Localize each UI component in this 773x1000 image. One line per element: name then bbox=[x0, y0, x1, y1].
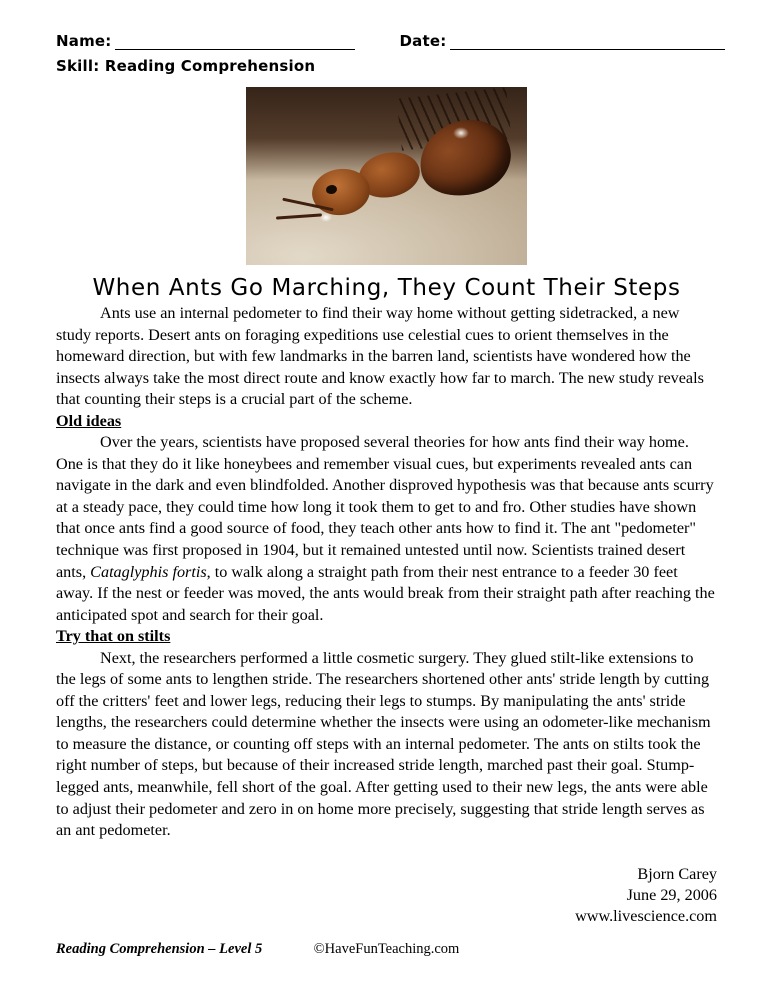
byline-author: Bjorn Carey bbox=[637, 864, 717, 883]
date-field[interactable] bbox=[399, 32, 725, 50]
date-label: Date: bbox=[399, 32, 447, 50]
subheading-old-ideas: Old ideas bbox=[56, 411, 122, 430]
article-image-container bbox=[56, 87, 717, 265]
article-body bbox=[56, 303, 717, 842]
photo-highlight-1 bbox=[453, 127, 469, 139]
skill-value: Reading Comprehension bbox=[104, 57, 316, 75]
page-footer bbox=[56, 941, 717, 958]
student-info-row bbox=[56, 32, 717, 50]
paragraph-1: Ants use an internal pedometer to find their way home without getting sidetracked, a new study reports. Desert ants on foraging expeditions use celestial cues to orient themselves in the homeward direction, but with few landmarks in the barren land, scientists have wondered how the insects always take the most direct route and know exactly how far to march. The new study reveals that counting their steps is a crucial part of the scheme. bbox=[56, 304, 704, 409]
footer-level: Reading Comprehension – Level 5 bbox=[56, 941, 263, 957]
subheading-try-that-on-stilts: Try that on stilts bbox=[56, 627, 171, 646]
page-title: When Ants Go Marching, They Count Their Steps bbox=[92, 275, 681, 301]
footer-copyright: ©HaveFunTeaching.com bbox=[313, 941, 460, 957]
byline-source: www.livescience.com bbox=[575, 906, 717, 925]
name-blank-line[interactable] bbox=[115, 34, 355, 50]
byline-date: June 29, 2006 bbox=[626, 885, 717, 904]
date-blank-line[interactable] bbox=[450, 34, 725, 50]
name-label: Name: bbox=[56, 32, 112, 50]
skill-label: Skill: bbox=[56, 57, 100, 75]
photo-highlight-2 bbox=[320, 213, 332, 222]
paragraph-2-part-2: , to walk along a straight path from their nest entrance to a feeder 30 feet away. If the nest or feeder was moved, the ants would break from their straight path after reaching the anticipated spot and search for their goal. bbox=[56, 562, 715, 624]
species-name: Cataglyphis fortis bbox=[90, 562, 207, 581]
byline bbox=[56, 864, 717, 927]
paragraph-3: Next, the researchers performed a little cosmetic surgery. They glued stilt-like extensions to the legs of some ants to lengthen stride. The researchers shortened other ants' stride length by cutting off the critters' feet and lower legs, reducing their legs to stumps. By manipulating the ants' stride lengths, the researchers could determine whether the insects were using an odometer-like mechanism to measure the distance, or counting off steps with an internal pedometer. The ants on stilts took the right number of steps, but because of their increased stride length, marched past their goal. Stump-legged ants, meanwhile, fell short of the goal. After getting used to their new legs, the ants were able to adjust their pedometer and zero in on home more precisely, suggesting that stride length serves as an ant pedometer. bbox=[56, 648, 711, 840]
ant-photo bbox=[246, 87, 527, 265]
paragraph-2-part-1: Over the years, scientists have proposed several theories for how ants find their way home. One is that they do it like honeybees and remember visual cues, but experiments revealed ants can navigate in the dark and even blindfolded. Another disproved hypothesis was that because ants scurry at a steady pace, they could time how long it took them to get to and fro. Other studies have shown that once ants find a good source of food, they teach other ants how to find it. The ant "pedometer" technique was first proposed in 1904, but it remained untested until now. Scientists trained desert ants, bbox=[56, 433, 714, 581]
skill-row bbox=[56, 57, 717, 75]
name-field[interactable] bbox=[56, 32, 355, 50]
paragraph-2 bbox=[56, 432, 717, 626]
